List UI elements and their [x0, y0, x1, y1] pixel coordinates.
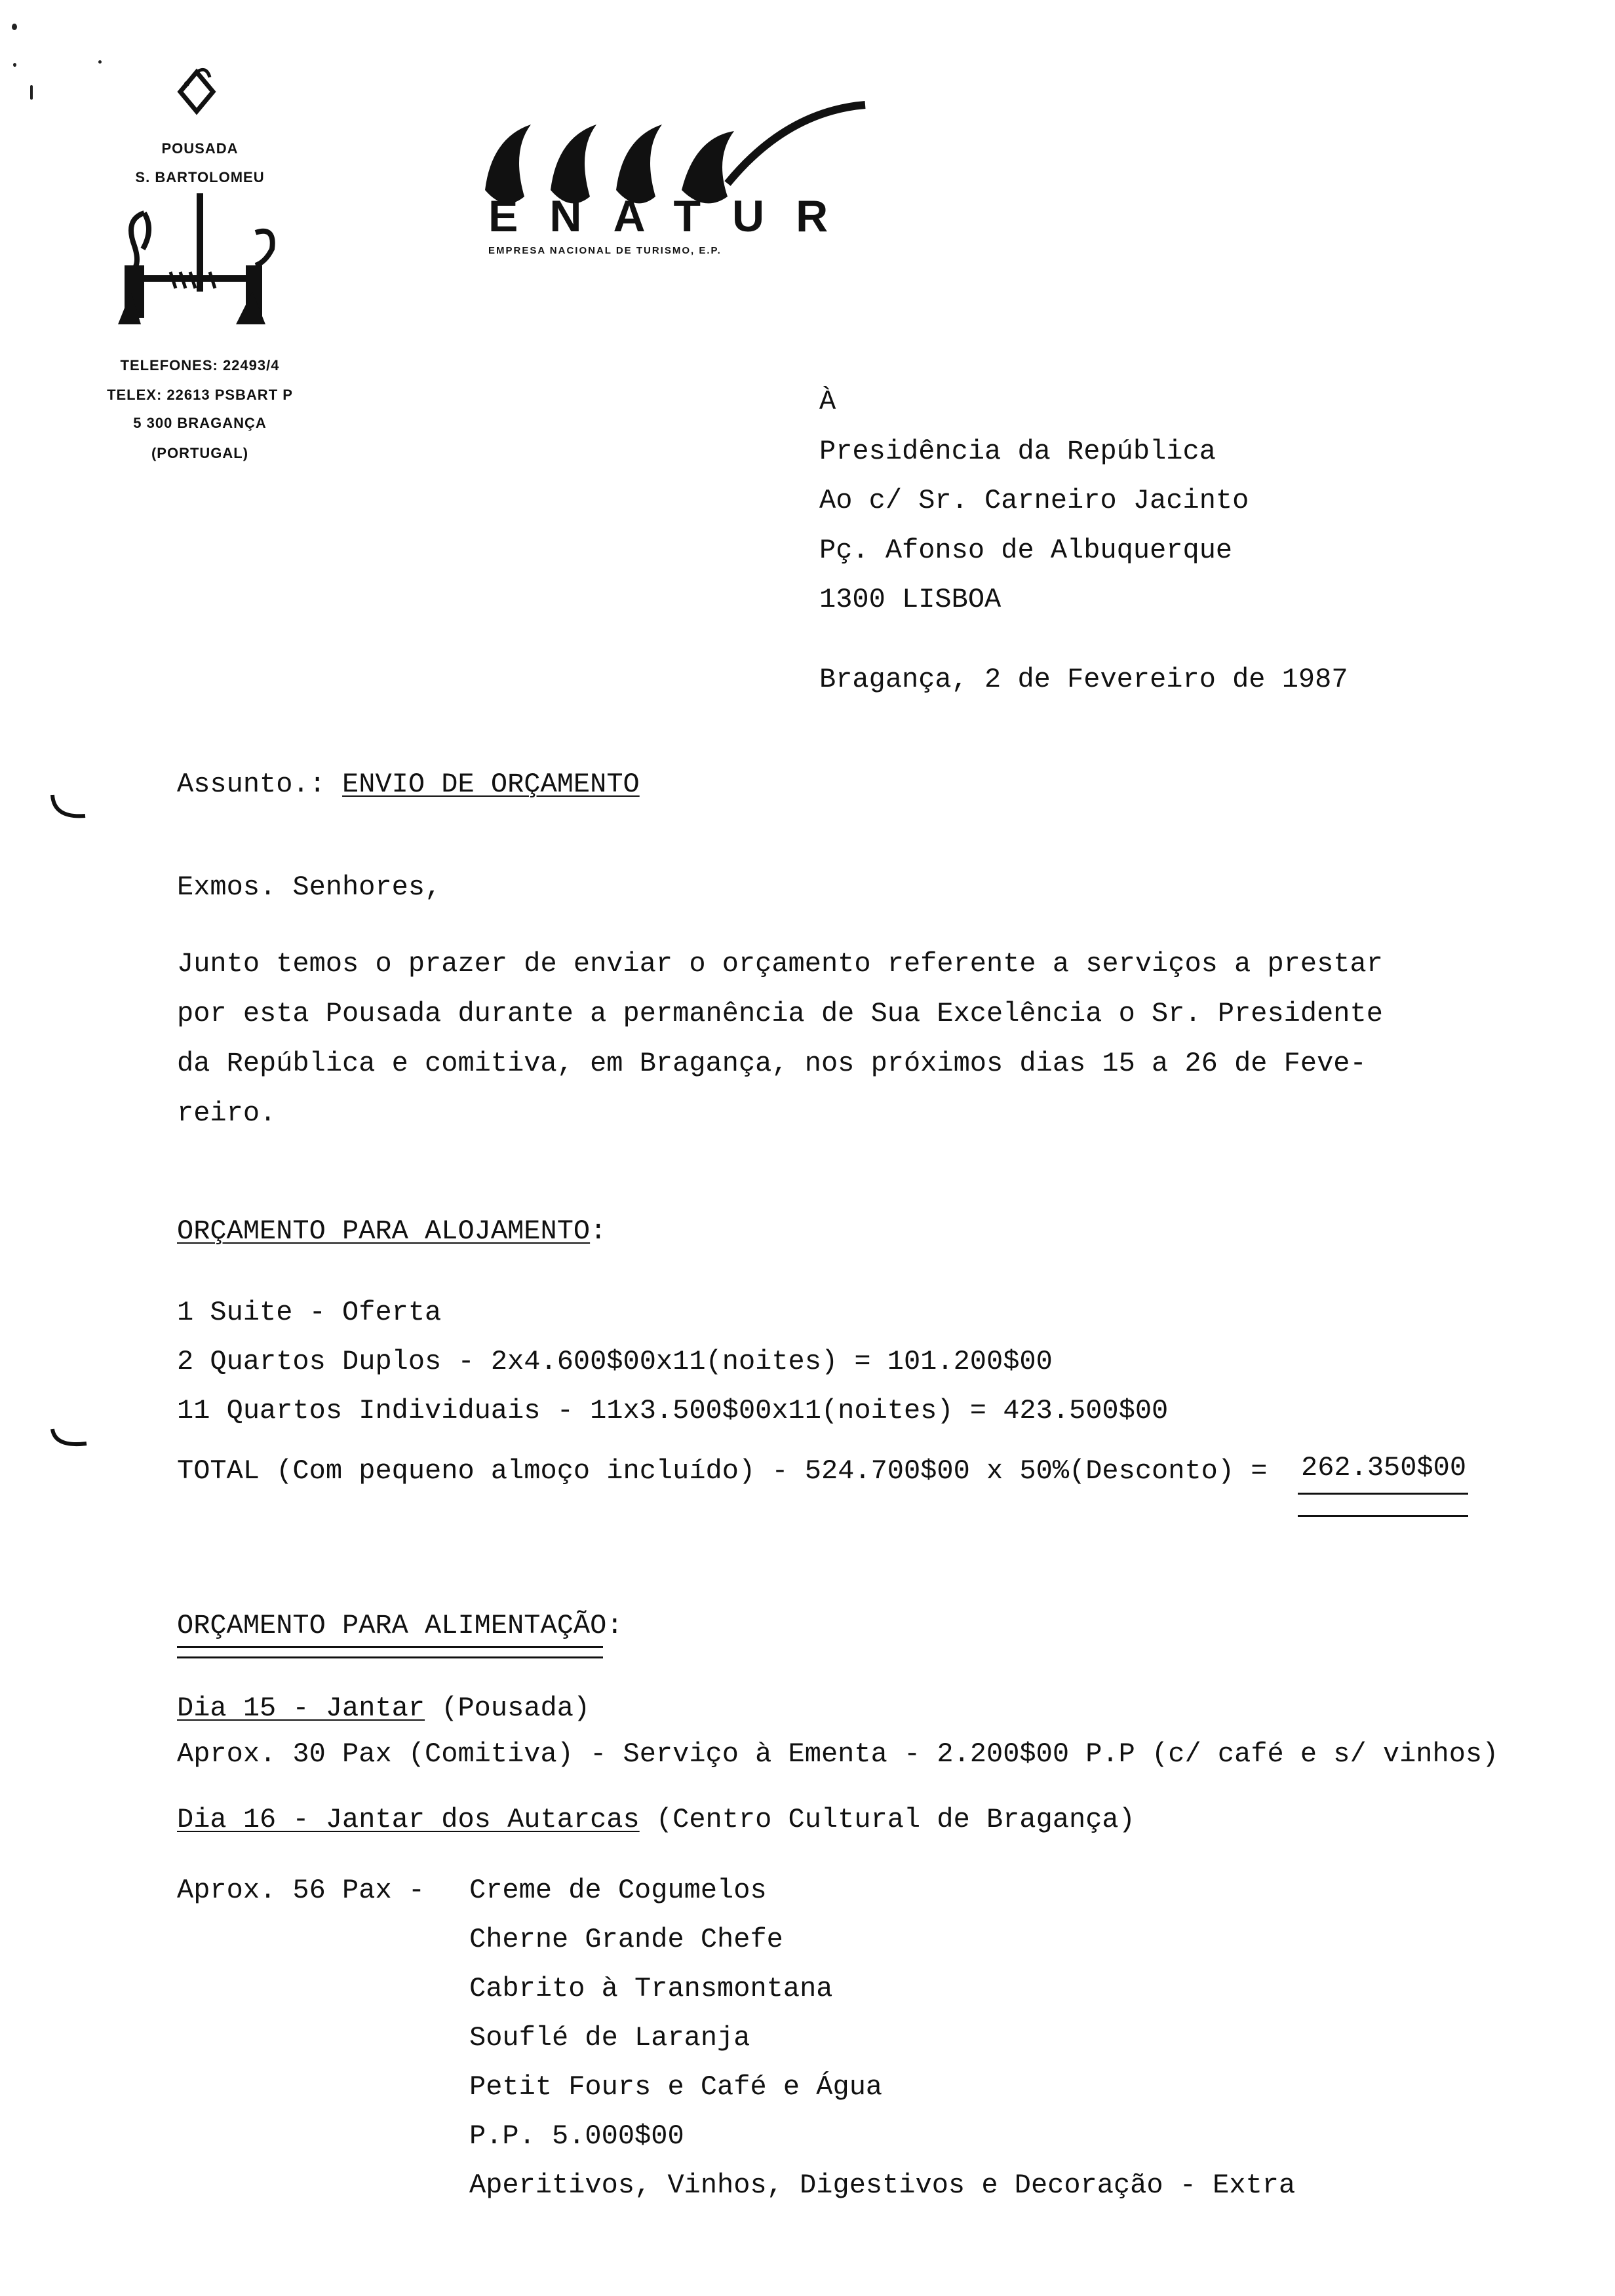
recipient-prefix: À	[819, 386, 836, 417]
lodging-total-value: 262.350$00	[1301, 1452, 1467, 1483]
day15-line	[177, 1694, 590, 1722]
total-double-underline	[1298, 1493, 1468, 1495]
subject-line	[177, 771, 640, 798]
day16-line	[177, 1806, 1135, 1833]
recipient-street: Pç. Afonso de Albuquerque	[819, 535, 1233, 566]
body-line: reiro.	[177, 1098, 277, 1129]
enatur-company-full: EMPRESA NACIONAL DE TURISMO, E.P.	[488, 245, 722, 256]
lodging-line: 11 Quartos Individuais - 11x3.500$00x11(noites) = 423.500$00	[177, 1395, 1169, 1426]
day16-pax: Aprox. 56 Pax -	[177, 1875, 425, 1906]
scan-speck	[13, 63, 16, 67]
lodging-heading	[177, 1217, 606, 1245]
menu-item: Cabrito à Transmontana	[469, 1973, 833, 2004]
lodging-total-text: TOTAL (Com pequeno almoço incluído) - 524.700$00 x 50%(Desconto) =	[177, 1455, 1268, 1487]
menu-item: Cherne Grande Chefe	[469, 1924, 783, 1955]
recipient-attention: Ao c/ Sr. Carneiro Jacinto	[819, 485, 1249, 516]
pousada-emblem-logo	[157, 66, 236, 131]
food-heading-underline	[177, 1646, 603, 1648]
margin-hook-mark	[46, 790, 92, 829]
pousada-name-line2: S. BARTOLOMEU	[135, 169, 265, 185]
scan-speck	[12, 24, 17, 30]
day15-place: (Pousada)	[425, 1693, 591, 1724]
scan-speck	[30, 85, 33, 100]
salutation: Exmos. Senhores,	[177, 871, 442, 903]
lodging-heading-text: ORÇAMENTO PARA ALOJAMENTO	[177, 1215, 591, 1247]
scan-speck	[98, 60, 102, 64]
day15-detail: Aprox. 30 Pax (Comitiva) - Serviço à Ementa - 2.200$00 P.P (c/ café e s/ vinhos)	[177, 1738, 1499, 1770]
total-double-underline	[1298, 1515, 1468, 1517]
lodging-line: 1 Suite - Oferta	[177, 1297, 442, 1328]
letterhead-country: (PORTUGAL)	[151, 445, 249, 461]
menu-item: Petit Fours e Café e Água	[469, 2071, 883, 2103]
pousada-name-line1: POUSADA	[161, 140, 239, 157]
food-heading-underline	[177, 1656, 603, 1658]
body-line: por esta Pousada durante a permanência de Sua Excelência o Sr. Presidente	[177, 998, 1383, 1029]
lodging-line: 2 Quartos Duplos - 2x4.600$00x11(noites) = 101.200$00	[177, 1346, 1053, 1377]
letterhead-phones: TELEFONES: 22493/4	[120, 357, 280, 373]
enatur-company-name: ENATUR	[488, 191, 860, 241]
body-line: da República e comitiva, em Bragança, nos próximos dias 15 a 26 de Feve-	[177, 1048, 1367, 1079]
day16-place: (Centro Cultural de Bragança)	[639, 1804, 1135, 1835]
letter-date: Bragança, 2 de Fevereiro de 1987	[819, 664, 1348, 695]
menu-item: Souflé de Laranja	[469, 2022, 750, 2054]
day16-title: Dia 16 - Jantar dos Autarcas	[177, 1804, 640, 1835]
recipient-city: 1300 LISBOA	[819, 584, 1002, 615]
subject-text: ENVIO DE ORÇAMENTO	[342, 769, 640, 800]
menu-item: Aperitivos, Vinhos, Digestivos e Decoração - Extra	[469, 2170, 1296, 2201]
letterhead-telex: TELEX: 22613 PSBART P	[107, 387, 293, 403]
margin-hook-mark	[46, 1425, 92, 1458]
menu-item: Creme de Cogumelos	[469, 1875, 767, 1906]
recipient-name: Presidência da República	[819, 436, 1216, 467]
food-heading: ORÇAMENTO PARA ALIMENTAÇÃO:	[177, 1610, 623, 1641]
day15-title: Dia 15 - Jantar	[177, 1693, 425, 1724]
subject-label: Assunto.:	[177, 769, 343, 800]
letterhead-city: 5 300 BRAGANÇA	[133, 415, 267, 431]
pousada-figures-logo	[105, 193, 295, 331]
lodging-heading-colon: :	[590, 1215, 607, 1247]
menu-item: P.P. 5.000$00	[469, 2120, 684, 2152]
body-line: Junto temos o prazer de enviar o orçamento referente a serviços a prestar	[177, 948, 1383, 980]
